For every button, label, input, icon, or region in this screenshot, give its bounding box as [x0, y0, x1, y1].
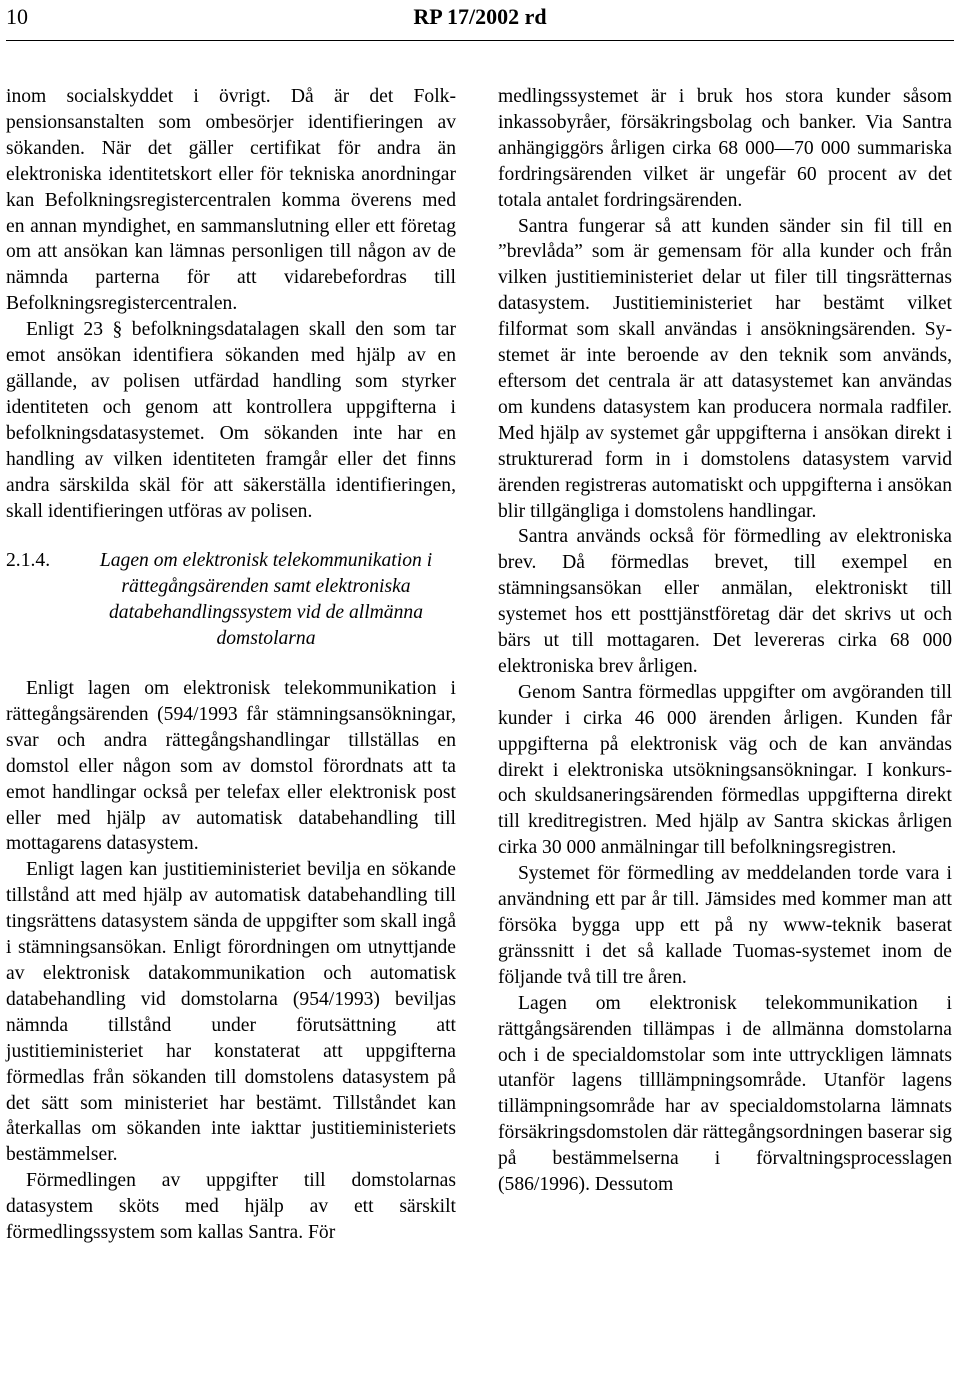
- right-column: [498, 84, 952, 1198]
- paragraph: Lagen om elektronisk telekommunikation i rättgångsärenden tillämpas i de allmänna domstolarna och i de specialdomstolar som inte uttryckligen lämnats utanför lagens tilllämpningsområde. Utanför lagens tillämpningsområde har av specialdomstolarna lämnats försäkringsdomstolen där rättegångsordningen baserar sig på bestämmelserna i förvaltningsprocesslagen (586/1996). Dessutom: [498, 992, 952, 1196]
- document-id: RP 17/2002 rd: [413, 4, 547, 29]
- left-column: [6, 84, 456, 1246]
- paragraph: medlingssystemet är i bruk hos stora kunder såsom inkassobyråer, försäkringsbolag och banker. Via Santra anhängiggörs årligen cirka 68 000—70 000 summariska fordringsärenden vilket är ungefär 60 procent av det totala antalet fordringsärenden.: [498, 86, 952, 211]
- paragraph: Enligt 23 § befolkningsdatalagen skall den som tar emot ansökan identifiera sökanden med hjälp av en gällande, av polisen utfärdad handling som styrker identiteten och genom att kontrollera uppgifterna i befolkningsdatasystemet. Om sökanden inte har en handling av vilken identiteten framgår eller det finns andra särskilda skäl för att säkerställa identifieringen, skall identifieringen utföras av polisen.: [6, 319, 456, 522]
- section-number: 2.1.4.: [6, 550, 51, 572]
- paragraph: Genom Santra förmedlas uppgifter om avgöranden till kunder i cirka 46 000 ärenden årligen. Kunden får uppgifterna på elektronisk väg och de kan användas direkt i elektroniska utsökningsansökningar. I konkurs- och skuldsaneringsärenden förmedlas uppgifterna direkt till kreditregistren. Med hjälp av Santra skickas årligen cirka 30 000 anmälningar till befolkningsregistren.: [498, 681, 952, 859]
- page-header: [6, 4, 954, 34]
- paragraph: Förmedlingen av uppgifter till domstolarnas datasystem sköts med hjälp av ett särskilt förmedlingssystem som kallas Santra. För: [6, 1170, 456, 1244]
- section-heading: [6, 548, 456, 652]
- paragraph: Systemet för förmedling av meddelanden torde vara i användning ett par år till. Jämsides med kommer man att försöka bygga upp ett på ny www-teknik baserat gränssnitt i det så kallade Tuomas-systemet inom de följande två till tre åren.: [498, 863, 952, 988]
- paragraph: Santra används också för förmedling av elektroniska brev. Då förmedlas brevet, till exempel en stämningsansökan eller anmälan, elektroniskt till systemet hos ett posttjänstföretag där det skrivs ut och bärs ut till mottagaren. Det levereras cirka 68 000 elektroniska brev årligen.: [498, 526, 952, 677]
- page-number: 10: [6, 4, 28, 29]
- header-rule: [6, 40, 954, 41]
- paragraph: inom socialskyddet i övrigt. Då är det Folkpensionsanstalten som ombesörjer identifieringen av sökanden. När det gäller certifikat för andra än elektroniska identitetskort eller för tekniska anordningar kan Befolkningsregistercentralen komma överens med en annan myndighet, en sammanslutning eller ett företag om att ansökan kan lämnas personligen till någon av de nämnda parterna för att vidarebefordras till Befolkningsregistercentralen.: [6, 86, 456, 315]
- paragraph: Enligt lagen kan justitieministeriet bevilja en sökande tillstånd att med hjälp av automatisk databehandling till tingsrättens datasystem sända de uppgifter som skall ingå i stämningsansökan. Enligt förordningen om utnyttjande av elektronisk datakommunikation och automatisk databehandling vid domstolarna (954/1993) beviljas nämnda tillstånd under förutsättning att justitieministeriet har konstaterat att uppgifterna förmedlas från sökanden till domstolens datasystem på det sätt som ministeriet har bestämt. Tillståndet kan återkallas om sökanden inte iakttar justitieministeriets bestämmelser.: [6, 859, 457, 1166]
- paragraph: Santra fungerar så att kunden sänder sin fil till en ”brevlåda” som är gemensam för alla kunder och från vilken justitieministeriet delar ut filer till tingsrätternas datasystem. Justitieministeriet har bestämt vilket filformat som skall användas i ansökningsärenden. Systemet är inte beroende av den teknik som används, eftersom det centrala är att datasystemet kan användas om kundens datasystem kan producera normala radfiler. Med hjälp av systemet går uppgifterna i ansökan direkt i strukturerad form in i domstolens datasystem varvid ärenden registreras automatiskt och uppgifterna i ansökan blir tillgängliga i domstolens handlingar.: [498, 215, 952, 522]
- section-title: Lagen om elektronisk telekommunikation i rättegångsärenden samt elektroniska databehandlingssystem vid de allmänna domstolarna: [99, 550, 433, 650]
- paragraph: Enligt lagen om elektronisk telekommunikation i rättegångsärenden (594/1993 får stämningsansökningar, svar och andra rättegångshandlingar tillställas en domstol eller någon som av domstol förordnats att ta emot handlingar också per telefax eller elektronisk post eller med hjälp av automatisk databehandling till mottagarens datasystem.: [6, 678, 456, 855]
